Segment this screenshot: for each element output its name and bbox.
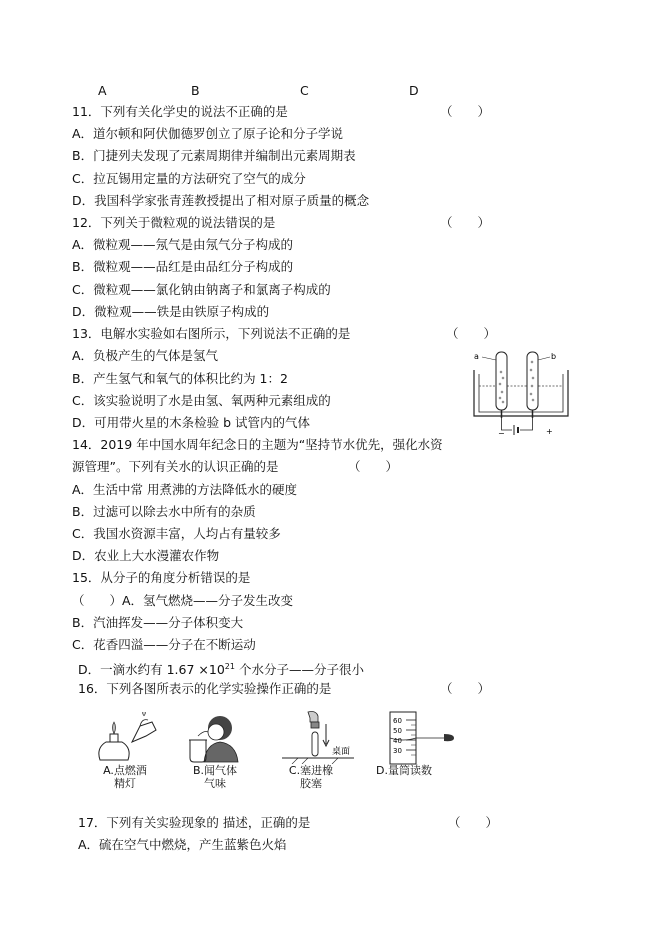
option-c: C．拉瓦锡用定量的方法研究了空气的成分 (72, 171, 306, 186)
cylinder-tick-40: 40 (393, 737, 402, 745)
option-a: A．硫在空气中燃烧，产生蓝紫色火焰 (78, 837, 287, 852)
question-stem: 15．从分子的角度分析错误的是 (72, 570, 251, 585)
answer-parenthesis: （ ） (440, 681, 491, 696)
table-surface-label: 桌面 (332, 747, 351, 757)
option-c: C．微粒观——氯化钠由钠离子和氯离子构成的 (72, 282, 331, 297)
option-c: C．该实验说明了水是由氢、氧两种元素组成的 (72, 393, 331, 408)
choice-label-a: A (98, 83, 107, 98)
figure-c-caption (276, 764, 346, 790)
question-stem: 17．下列有关实验现象的 描述，正确的是 (78, 815, 311, 830)
positive-terminal-label: + (546, 427, 553, 436)
answer-parenthesis: （ ） (448, 815, 499, 830)
negative-terminal-label: − (498, 429, 505, 438)
option-b: B．门捷列夫发现了元素周期律并编制出元素周期表 (72, 148, 356, 163)
figure-b-caption-line-2: 气味 (204, 777, 226, 790)
option-b: B．汽油挥发——分子体积变大 (72, 615, 244, 630)
option-d-text-end: 个水分子——分子很小 (234, 662, 364, 678)
figure-d-caption (364, 764, 444, 777)
option-d (78, 659, 364, 678)
electrolysis-apparatus-figure (470, 348, 575, 440)
cylinder-tick-30: 30 (393, 747, 402, 755)
choice-label-c: C (300, 83, 309, 98)
question-stem: 13．电解水实验如右图所示，下列说法不正确的是 (72, 326, 351, 341)
option-b: B．产生氢气和氧气的体积比约为 1：2 (72, 371, 288, 386)
question-stem-line-2: 源管理”。下列有关水的认识正确的是 (72, 459, 279, 474)
answer-parenthesis: （ ） (348, 459, 399, 474)
cylinder-tick-60: 60 (393, 717, 402, 725)
figure-b-caption-line-1: B.闻气体 (192, 764, 238, 777)
figure-inserting-stopper (278, 710, 358, 764)
tube-label-a: a (474, 352, 479, 361)
question-stem: 12．下列关于微粒观的说法错误的是 (72, 215, 276, 230)
figure-a-caption-line-1: A.点燃酒 (103, 764, 147, 777)
answer-parenthesis: （ ） (446, 326, 497, 341)
option-a: A．道尔顿和阿伏伽德罗创立了原子论和分子学说 (72, 126, 344, 141)
option-d: D．可用带火星的木条检验 b 试管内的气体 (72, 415, 311, 430)
figure-a-caption-line-2: 精灯 (114, 777, 136, 790)
option-b: B．过滤可以除去水中所有的杂质 (72, 504, 256, 519)
option-c: C．我国水资源丰富，人均占有量较多 (72, 526, 281, 541)
figure-d-caption-line-1: D.量筒读数 (376, 764, 432, 777)
option-a: （ ）A．氢气燃烧——分子发生改变 (72, 593, 294, 608)
figure-b-caption (180, 764, 250, 790)
option-a: A．负极产生的气体是氢气 (72, 348, 219, 363)
tube-label-b: b (551, 352, 557, 361)
figure-alcohol-lamp-lighting (92, 712, 164, 764)
question-stem-line-1: 14．2019 年中国水周年纪念日的主题为“坚持节水优先，强化水资 (72, 437, 443, 452)
answer-parenthesis: （ ） (440, 215, 491, 230)
option-d: D．我国科学家张青莲教授提出了相对原子质量的概念 (72, 193, 370, 208)
choice-label-d: D (409, 83, 419, 98)
question-stem: 16．下列各图所表示的化学实验操作正确的是 (78, 681, 332, 696)
option-c: C．花香四溢——分子在不断运动 (72, 637, 256, 652)
option-b: B．微粒观——品红是由品红分子构成的 (72, 259, 294, 274)
choice-label-b: B (191, 83, 200, 98)
answer-parenthesis: （ ） (440, 104, 491, 119)
option-d: D．微粒观——铁是由铁原子构成的 (72, 304, 270, 319)
figure-c-caption-line-2: 胶塞 (300, 777, 322, 790)
figure-graduated-cylinder (382, 708, 462, 766)
figure-c-caption-line-1: C.塞进橡 (288, 764, 334, 777)
figure-smelling-gas (180, 712, 250, 764)
option-a: A．微粒观——氖气是由氖气分子构成的 (72, 237, 294, 252)
option-a: A．生活中常 用煮沸的方法降低水的硬度 (72, 482, 298, 497)
option-d-text-start: D．一滴水约有 1.67 ×10 (78, 662, 225, 678)
cylinder-tick-50: 50 (393, 727, 402, 735)
option-d: D．农业上大水漫灌农作物 (72, 548, 220, 563)
figure-a-caption (90, 764, 160, 790)
question-stem: 11．下列有关化学史的说法不正确的是 (72, 104, 288, 119)
option-d-exponent: 21 (224, 662, 235, 671)
